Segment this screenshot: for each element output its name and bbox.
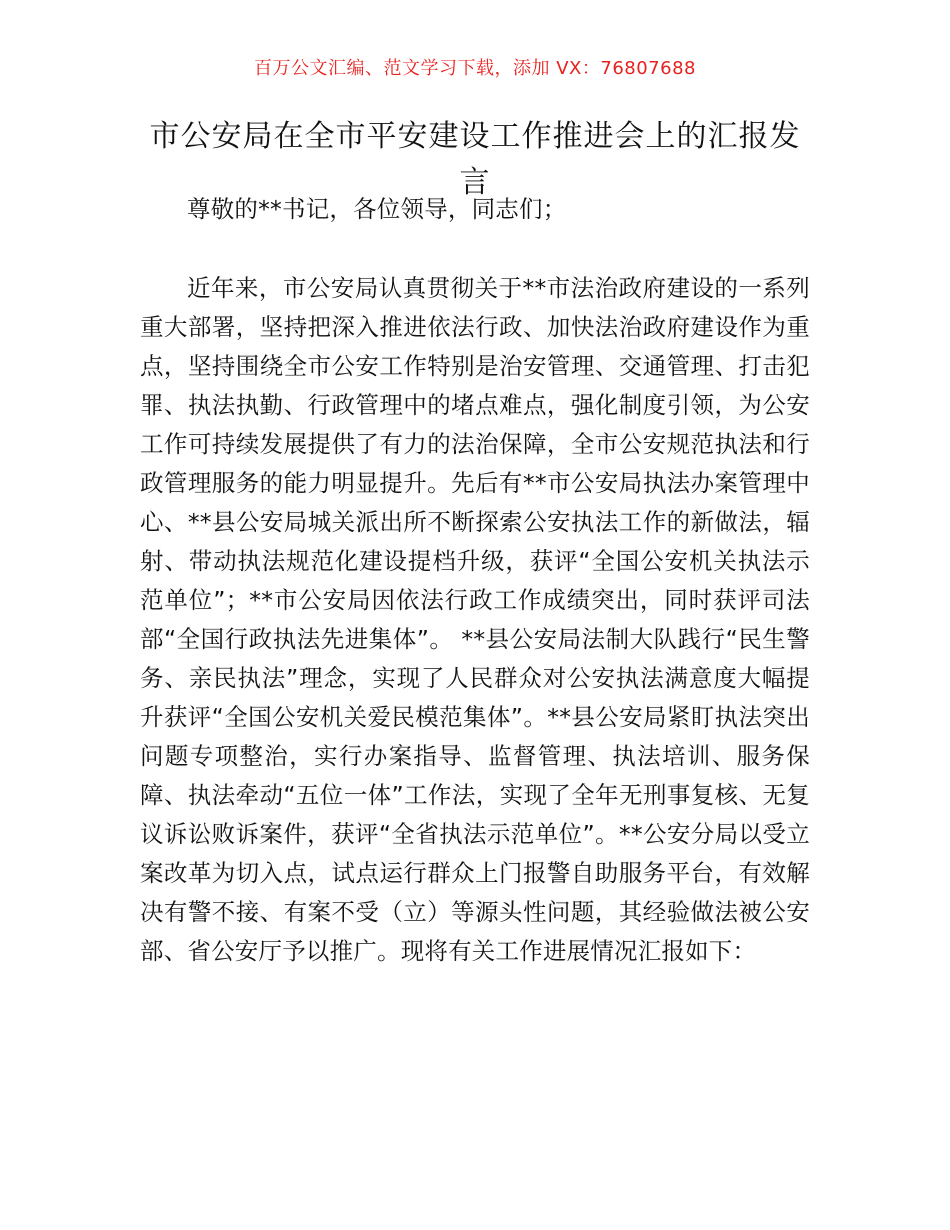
salutation: 尊敬的**书记，各位领导，同志们；: [187, 195, 567, 223]
header-watermark-text: 百万公文汇编、范文学习下载，添加 VX：76807688: [254, 58, 696, 79]
document-title: 市公安局在全市平安建设工作推进会上的汇报发言: [149, 119, 801, 200]
body-paragraph: 近年来，市公安局认真贯彻关于**市法治政府建设的一系列重大部署，坚持把深入推进依法行政、加快法治政府建设作为重点，坚持围绕全市公安工作特别是治安管理、交通管理、打击犯罪、执法执勤、行政管理中的堵点难点，强化制度引领，为公安工作可持续发展提供了有力的法治保障，全市公安规范执法和行政管理服务的能力明显提升。先后有**市公安局执法办案管理中心、**县公安局城关派出所不断探索公安执法工作的新做法，辐射、带动执法规范化建设提档升级，获评“全国公安机关执法示范单位”；**市公安局因依法行政工作成绩突出，同时获评司法部“全国行政执法先进集体”。 **县公安局法制大队践行“民生警务、亲民执法”理念，实现了人民群众对公安执法满意度大幅提升获评“全国公安机关爱民模范集体”。**县公安局紧盯执法突出问题专项整治，实行办案指导、监督管理、执法培训、服务保障、执法牵动“五位一体”工作法，实现了全年无刑事复核、无复议诉讼败诉案件，获评“全省执法示范单位”。**公安分局以受立案改革为切入点，试点运行群众上门报警自助服务平台，有效解决有警不接、有案不受（立）等源头性问题，其经验做法被公安部、省公安厅予以推广。现将有关工作进展情况汇报如下：: [140, 274, 810, 965]
